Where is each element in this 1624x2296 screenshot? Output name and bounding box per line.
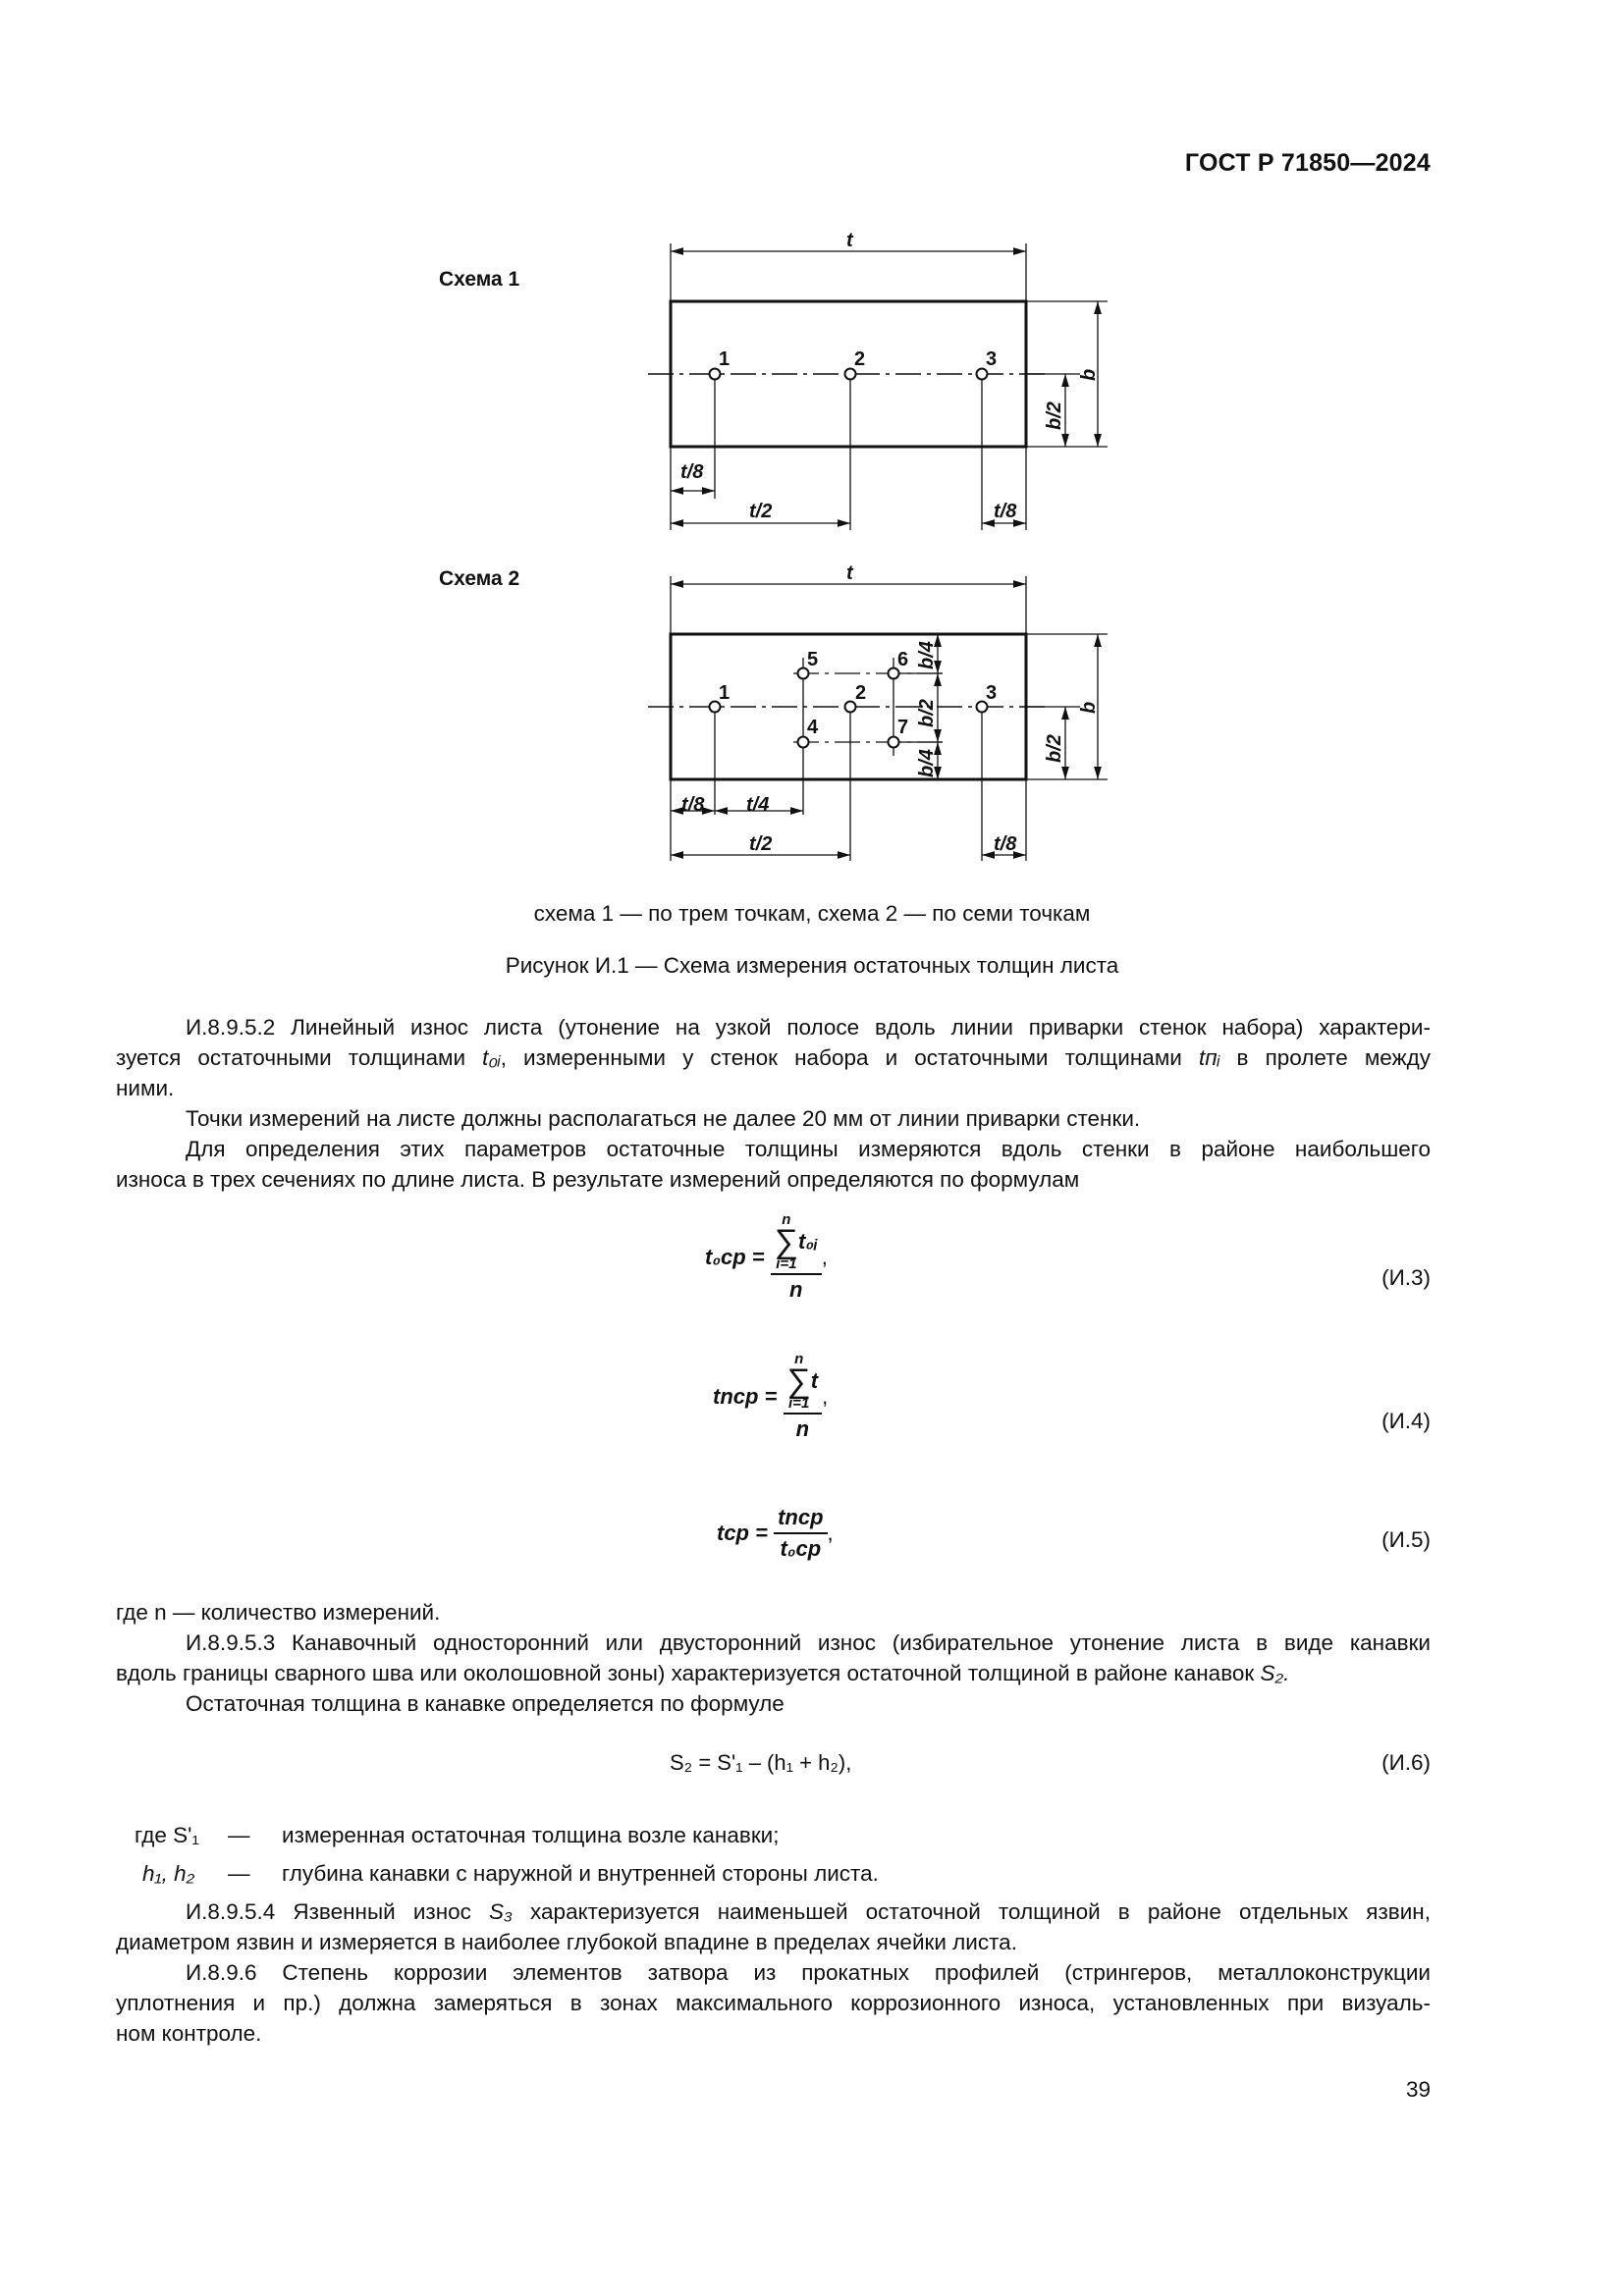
p1-line-1: И.8.9.5.2 Линейный износ листа (утонение на узкой полосе вдоль линии приварки стенок набора) характери- [186, 1015, 1431, 1040]
label-b4-top: b/4 [916, 641, 938, 669]
symbol-s3: S₃ [489, 1899, 513, 1924]
point-label-3b: 3 [986, 682, 998, 704]
label-b-half-2: b/2 [1044, 734, 1065, 763]
point-label-1: 1 [719, 348, 731, 370]
document-header: ГОСТ Р 71850—2024 [1184, 149, 1431, 177]
measure-point-7 [889, 737, 899, 748]
point-label-5: 5 [807, 649, 819, 670]
measure-point-3 [977, 369, 988, 380]
scheme-1-drawing [648, 243, 1108, 530]
point-label-1b: 1 [719, 682, 731, 704]
measure-point-2 [845, 702, 856, 713]
label-t4-2: t/4 [746, 794, 770, 816]
label-t2-2: t/2 [749, 833, 773, 855]
formula-i6: S₂ = S'₁ – (h₁ + h₂), [670, 1750, 852, 1775]
formula-i4: tncp = n ∑ i=1 t n , [713, 1351, 829, 1441]
sum-sign: ∑ [774, 1223, 799, 1260]
paragraph-parameters: Для определения этих параметров остаточные толщины измеряются вдоль стенки в районе наибольшего износа в трех сечениях по длине листа. В результате измерений определяются по формулам [116, 1137, 1431, 1192]
label-t-2: t [846, 562, 853, 584]
measure-point-2 [845, 369, 856, 380]
point-label-2: 2 [854, 348, 866, 370]
label-t8-1: t/8 [680, 461, 704, 483]
paragraph-8-9-6: И.8.9.6 Степень коррозии элементов затвора из прокатных профилей (стрингеров, металлоконструкции уплотнения и пр.) должна замеряться в зонах максимального коррозионного износа, установленных при визуаль- ном контроле. [116, 1960, 1431, 2046]
paragraph-8-9-5-3: И.8.9.5.3 Канавочный односторонний или двусторонний износ (избирательное утонение листа в виде канавки вдоль границы сварного шва или околошовной зоны) характеризуется остаточной толщиной в районе канавок S₂. [116, 1630, 1431, 1685]
label-t8-right-1: t/8 [994, 501, 1017, 522]
point-label-3: 3 [986, 348, 998, 370]
formula-i3-number: (И.3) [1381, 1265, 1431, 1290]
label-b-2: b [1078, 701, 1100, 714]
paragraph-points: Точки измерений на листе должны располагаться не далее 20 мм от линии приварки стенки. [186, 1106, 1141, 1131]
label-t-1: t [846, 230, 853, 251]
thickness-measurement-figure [0, 0, 1624, 883]
symbol-t0i: t₀ᵢ [482, 1045, 501, 1070]
paragraph-formula-intro: Остаточная толщина в канавке определяется по формуле [186, 1691, 785, 1716]
page-number: 39 [1405, 2077, 1431, 2102]
definition-h-symbol: h₁, h₂ [142, 1861, 195, 1886]
symbol-s2: S₂. [1260, 1661, 1290, 1685]
paragraph-8-9-5-4: И.8.9.5.4 Язвенный износ S₃ характеризуется наименьшей остаточной толщиной в районе отдельных язвин, диаметром язвин и измеряется в наиболее глубокой впадине в пределах ячейки листа. [116, 1899, 1431, 1954]
label-b-half-1: b/2 [1044, 401, 1065, 430]
scheme-2-label: Схема 2 [439, 567, 520, 590]
point-label-2b: 2 [855, 682, 867, 704]
label-t2-1: t/2 [749, 501, 773, 522]
formula-i3: t₀cp = n ∑ i=1 t₀ᵢ n , [705, 1211, 828, 1302]
formula-i5: tcp = $\frac{\text{tncp}}{\text{t₀cp}}$ , [717, 1505, 834, 1561]
formula-i5-lhs: tcp = [717, 1521, 768, 1545]
label-t8-right-2: t/8 [994, 833, 1017, 855]
point-label-6: 6 [897, 649, 909, 670]
label-t8-2: t/8 [681, 794, 705, 816]
label-b-1: b [1078, 368, 1100, 381]
scheme-2-drawing [648, 576, 1108, 861]
p1-line-3: ними. [116, 1076, 175, 1100]
point-label-4: 4 [807, 717, 819, 738]
scheme-1-label: Схема 1 [439, 268, 520, 291]
symbol-tni: tпᵢ [1198, 1045, 1220, 1070]
formula-i4-number: (И.4) [1381, 1409, 1431, 1433]
definition-s1-dash: — [228, 1823, 250, 1847]
formula-i5-number: (И.5) [1381, 1527, 1431, 1552]
definition-s1-symbol: где S'₁ [135, 1823, 199, 1847]
figure-subcaption: схема 1 — по трем точкам, схема 2 — по семи точкам [533, 901, 1091, 926]
label-b2-inner: b/2 [916, 699, 938, 727]
definition-s1-text: измеренная остаточная толщина возле канавки; [282, 1823, 780, 1847]
p1-line-2: зуется остаточными толщинами t₀ᵢ, измеренными у стенок набора и остаточными толщинами tпᵢ в пролете между [116, 1045, 1431, 1070]
measure-point-4 [798, 737, 809, 748]
measure-point-1 [710, 369, 721, 380]
label-b4-bottom: b/4 [916, 749, 938, 777]
formula-i3-lhs: t₀cp = [705, 1245, 765, 1269]
definition-h-text: глубина канавки с наружной и внутренней стороны листа. [282, 1861, 879, 1886]
formula-i4-lhs: tncp = [713, 1384, 778, 1409]
where-n: где n — количество измерений. [116, 1600, 441, 1625]
point-label-7: 7 [897, 717, 909, 738]
figure-caption: Рисунок И.1 — Схема измерения остаточных толщин листа [505, 953, 1119, 978]
formula-i6-number: (И.6) [1381, 1750, 1431, 1775]
sum-sign: ∑ [786, 1362, 811, 1400]
paragraph-8-9-5-2 [116, 1012, 1431, 1103]
definition-h-dash: — [228, 1861, 250, 1886]
